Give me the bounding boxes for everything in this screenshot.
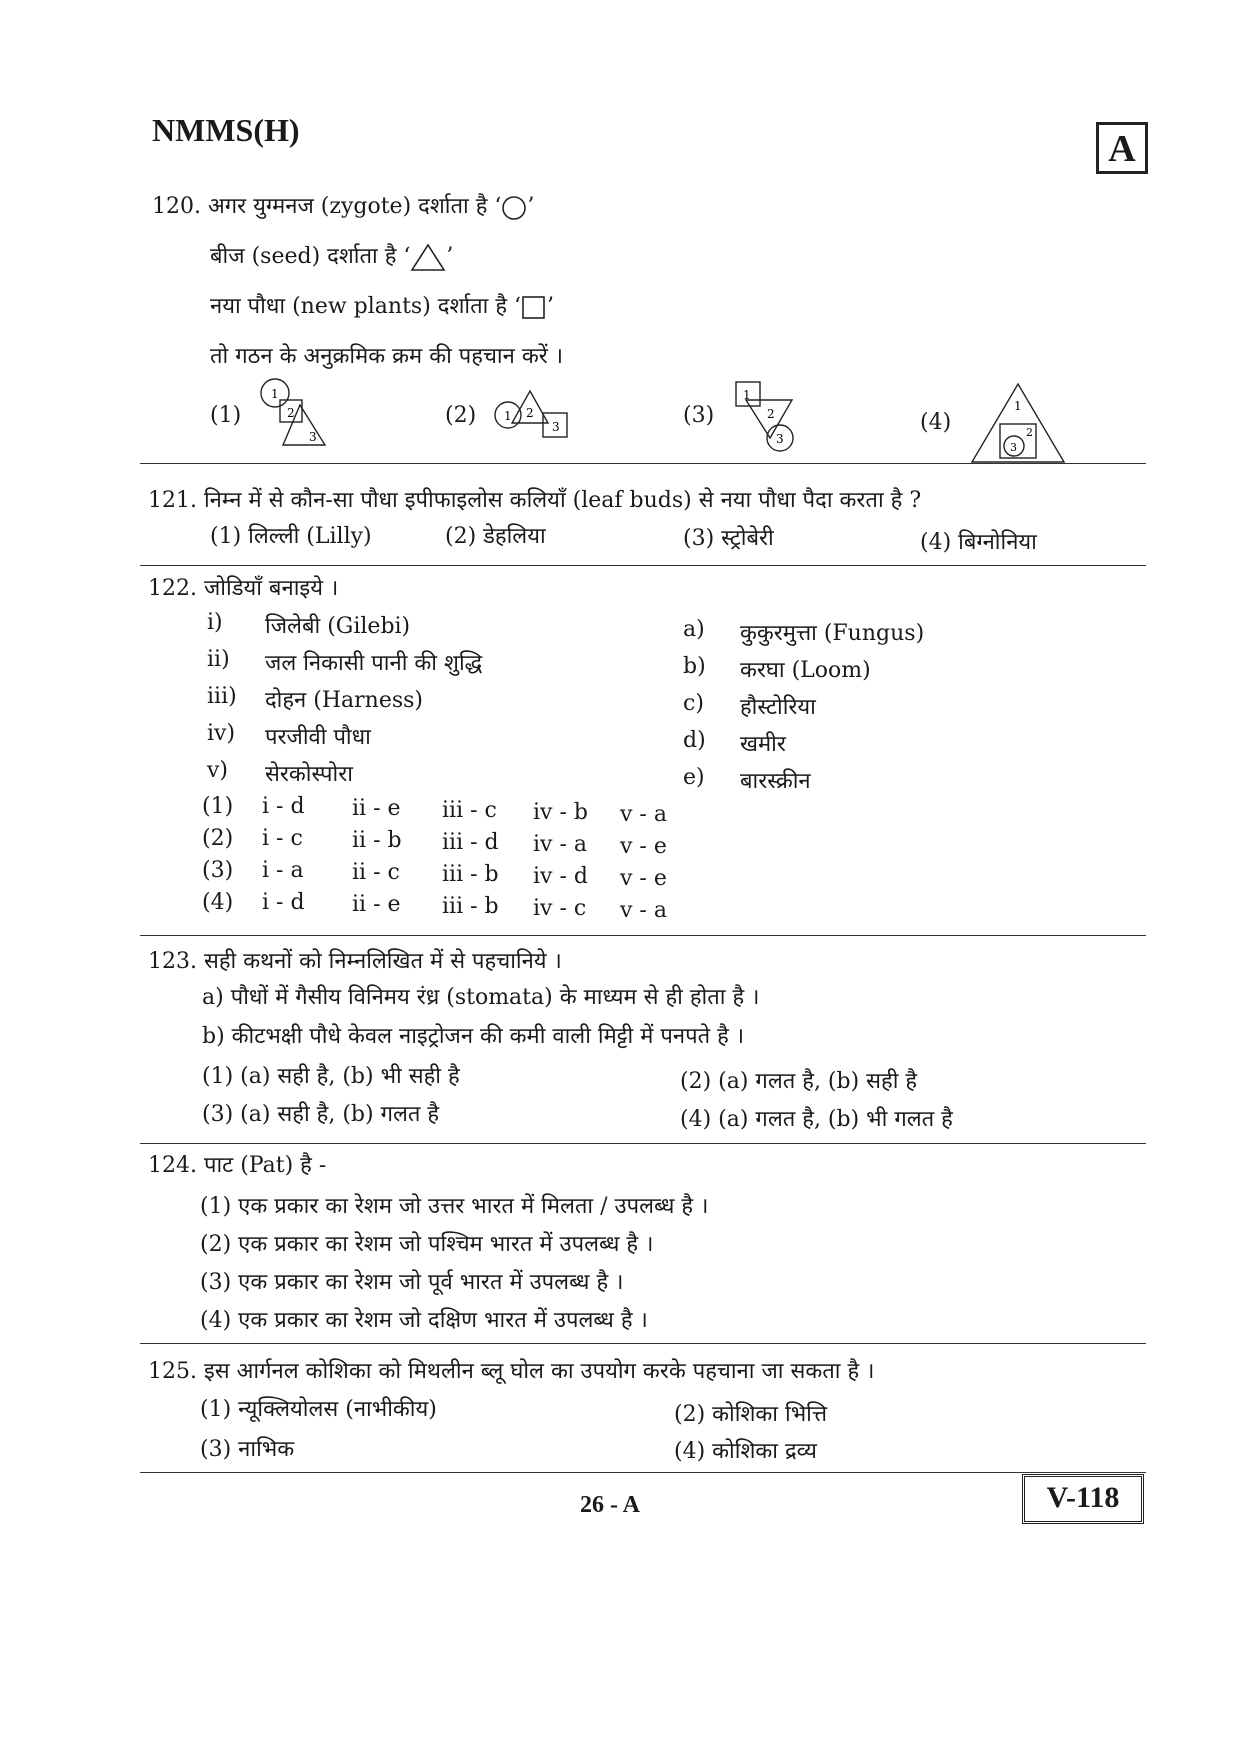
q120-line-seed xyxy=(210,240,453,272)
q121-option-2: (2) डेहलिया xyxy=(445,524,546,549)
q124-option-2: (2) एक प्रकार का रेशम जो पश्चिम भारत में उपलब्ध है । xyxy=(200,1232,654,1257)
q122-left-item-5: सेरकोस्पोरा xyxy=(265,762,353,787)
q122-right-key-1: a) xyxy=(683,617,705,642)
q122-o2-d: iv - a xyxy=(533,832,588,857)
q122-right-item-3: हौस्टोरिया xyxy=(740,695,816,720)
q120-o4-num-2: 2 xyxy=(1026,426,1033,439)
q120-o3-num-3: 3 xyxy=(776,432,784,446)
q122-o2-e: v - e xyxy=(620,834,667,859)
q122-o3-c: iii - b xyxy=(442,862,499,887)
q122-right-item-1: कुकुरमुत्ता (Fungus) xyxy=(740,621,925,646)
booklet-code: V-118 xyxy=(1022,1474,1144,1524)
q120-option-1-figure xyxy=(255,375,335,450)
q122-o2-c: iii - d xyxy=(442,830,499,855)
q122-stem: 122. जोडियाँ बनाइये । xyxy=(148,576,339,601)
q122-o1-e: v - a xyxy=(620,802,667,827)
q122-o4-e: v - a xyxy=(620,898,667,923)
q120-line-zygote xyxy=(152,190,534,220)
q120-option-3-figure xyxy=(730,378,810,456)
q120-o2-num-1: 1 xyxy=(504,409,512,423)
q122-left-item-3: दोहन (Harness) xyxy=(265,688,424,713)
q121-option-4: (4) बिग्नोनिया xyxy=(920,530,1037,555)
q122-option-4-label: (4) xyxy=(202,890,234,915)
q124-option-1: (1) एक प्रकार का रेशम जो उत्तर भारत में मिलता / उपलब्ध है । xyxy=(200,1194,709,1219)
q122-o3-a: i - a xyxy=(262,858,304,883)
q123-option-2: (2) (a) गलत है, (b) सही है xyxy=(680,1069,918,1094)
q122-left-item-1: जिलेबी (Gilebi) xyxy=(265,614,411,639)
divider xyxy=(140,1472,1146,1473)
q123-stem: 123. सही कथनों को निम्नलिखित में से पहचानिये । xyxy=(148,949,562,974)
q122-left-item-2: जल निकासी पानी की शुद्धि xyxy=(265,651,483,676)
q122-left-item-4: परजीवी पौधा xyxy=(265,725,371,750)
q125-option-3: (3) नाभिक xyxy=(200,1437,295,1462)
q123-option-1: (1) (a) सही है, (b) भी सही है xyxy=(202,1064,460,1089)
q122-o4-d: iv - c xyxy=(533,896,587,921)
circle-symbol-icon xyxy=(501,194,527,220)
divider xyxy=(140,565,1146,566)
q123-statement-b: b) कीटभक्षी पौधे केवल नाइट्रोजन की कमी वाली मिट्टी में पनपते है । xyxy=(202,1024,745,1049)
q120-o1-num-2: 2 xyxy=(287,406,295,420)
q122-o3-d: iv - d xyxy=(533,864,588,889)
q122-o4-b: ii - e xyxy=(352,892,401,917)
q122-right-key-4: d) xyxy=(683,728,706,753)
q120-plant-quote: ’ xyxy=(547,294,555,319)
q120-o3-num-1: 1 xyxy=(743,388,751,402)
q122-o1-c: iii - c xyxy=(442,798,497,823)
q120-option-4-label: (4) xyxy=(920,410,952,435)
q125-option-2: (2) कोशिका भित्ति xyxy=(674,1402,828,1427)
q123-option-4: (4) (a) गलत है, (b) भी गलत है xyxy=(680,1107,953,1132)
paper-code: NMMS(H) xyxy=(152,112,300,148)
divider xyxy=(140,1143,1146,1144)
q120-o2-num-3: 3 xyxy=(552,420,560,434)
q122-option-1-label: (1) xyxy=(202,794,234,819)
q122-o4-a: i - d xyxy=(262,890,305,915)
q120-o3-num-2: 2 xyxy=(767,407,775,421)
q122-left-key-2: ii) xyxy=(207,647,230,672)
triangle-symbol-icon xyxy=(410,242,446,272)
q122-right-key-5: e) xyxy=(683,765,705,790)
q120-instruction: तो गठन के अनुक्रमिक क्रम की पहचान करें । xyxy=(210,344,564,369)
q122-right-item-2: करघा (Loom) xyxy=(740,658,871,683)
q122-option-3-label: (3) xyxy=(202,858,234,883)
set-label: A xyxy=(1096,122,1148,174)
q122-o1-b: ii - e xyxy=(352,796,401,821)
q122-left-key-4: iv) xyxy=(207,721,236,746)
q120-o2-num-2: 2 xyxy=(526,406,534,420)
q120-o4-num-1: 1 xyxy=(1014,399,1022,413)
q124-stem: 124. पाट (Pat) है - xyxy=(148,1153,327,1178)
q122-o4-c: iii - b xyxy=(442,894,499,919)
q120-line-plant xyxy=(210,290,554,320)
q125-stem: 125. इस आर्गनल कोशिका को मिथलीन ब्लू घोल का उपयोग करके पहचाना जा सकता है । xyxy=(148,1359,875,1384)
q122-o3-b: ii - c xyxy=(352,860,400,885)
q122-left-key-5: v) xyxy=(207,758,229,783)
q122-option-2-label: (2) xyxy=(202,826,234,851)
q120-o4-num-3: 3 xyxy=(1010,441,1017,454)
q120-option-4-figure xyxy=(968,380,1068,465)
q120-plant-text: नया पौधा (new plants) दर्शाता है ‘ xyxy=(210,294,522,319)
q120-option-1-label: (1) xyxy=(210,403,242,428)
q122-right-item-4: खमीर xyxy=(740,732,786,757)
q122-left-key-3: iii) xyxy=(207,684,237,709)
q122-o1-d: iv - b xyxy=(533,800,588,825)
page-number: 26 - A xyxy=(580,1492,640,1518)
q124-option-3: (3) एक प्रकार का रेशम जो पूर्व भारत में उपलब्ध है । xyxy=(200,1270,624,1295)
q122-o1-a: i - d xyxy=(262,794,305,819)
q120-option-2-figure xyxy=(490,385,590,445)
divider xyxy=(140,935,1146,936)
q122-right-key-3: c) xyxy=(683,691,704,716)
q120-zygote-text: 120. अगर युग्मनज (zygote) दर्शाता है ‘ xyxy=(152,194,502,219)
q120-option-3-label: (3) xyxy=(683,403,715,428)
q122-right-key-2: b) xyxy=(683,654,706,679)
q121-option-1: (1) लिल्ली (Lilly) xyxy=(210,524,372,549)
q120-seed-quote: ’ xyxy=(446,244,454,269)
q120-o1-num-3: 3 xyxy=(309,430,317,444)
q120-option-2-label: (2) xyxy=(445,403,477,428)
q121-option-3: (3) स्ट्रोबेरी xyxy=(683,526,774,551)
q122-left-key-1: i) xyxy=(207,610,223,635)
q125-option-4: (4) कोशिका द्रव्य xyxy=(674,1439,817,1464)
q120-o1-num-1: 1 xyxy=(271,387,279,401)
square-symbol-icon xyxy=(521,294,547,320)
q123-option-3: (3) (a) सही है, (b) गलत है xyxy=(202,1102,440,1127)
q122-o2-b: ii - b xyxy=(352,828,402,853)
divider xyxy=(140,463,1146,464)
q125-option-1: (1) न्यूक्लियोलस (नाभीकीय) xyxy=(200,1397,437,1422)
q120-zygote-quote: ’ xyxy=(527,194,535,219)
q122-o2-a: i - c xyxy=(262,826,303,851)
q120-seed-text: बीज (seed) दर्शाता है ‘ xyxy=(210,244,411,269)
q123-statement-a: a) पौधों में गैसीय विनिमय रंध्र (stomata) के माध्यम से ही होता है । xyxy=(202,985,760,1010)
q122-right-item-5: बारस्क्रीन xyxy=(740,769,811,794)
q122-o3-e: v - e xyxy=(620,866,667,891)
q124-option-4: (4) एक प्रकार का रेशम जो दक्षिण भारत में उपलब्ध है । xyxy=(200,1308,648,1333)
divider xyxy=(140,1343,1146,1344)
q121-stem: 121. निम्न में से कौन-सा पौधा इपीफाइलोस कलियाँ (leaf buds) से नया पौधा पैदा करता है ? xyxy=(148,488,922,513)
